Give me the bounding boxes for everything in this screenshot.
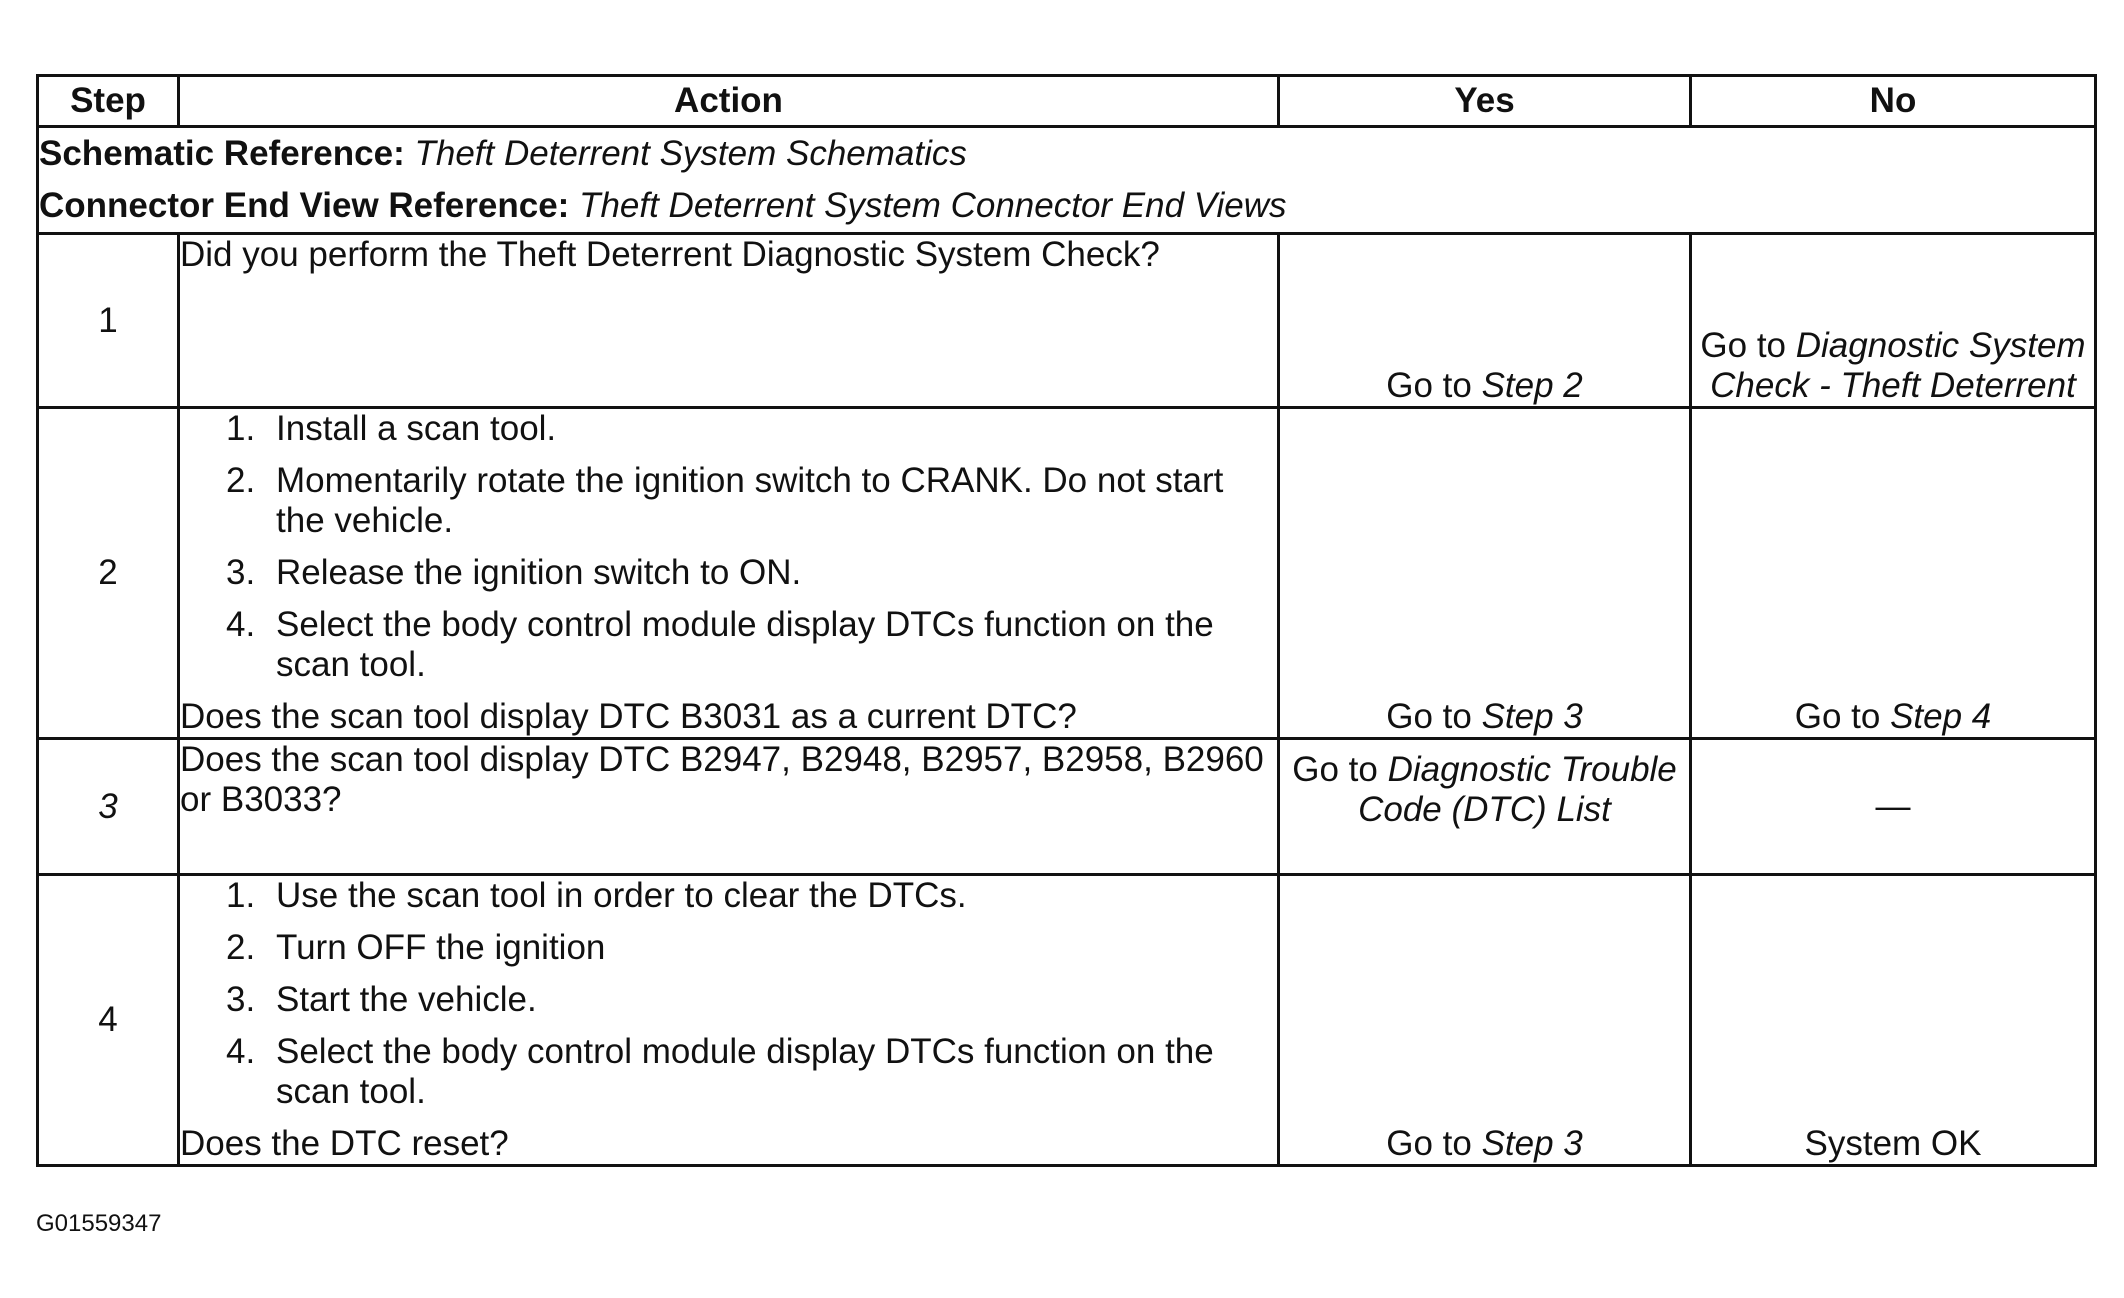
substep-number: 1. [226,876,256,915]
substep-text: Release the ignition switch to ON. [276,553,802,592]
substep [226,876,1277,916]
diagnostic-table [36,74,2097,1167]
action-cell [179,875,1279,1166]
no-link[interactable]: Step 4 [1890,697,1992,736]
yes-link[interactable]: Diagnostic Trouble Code (DTC) List [1358,750,1677,829]
header-step: Step [38,76,179,127]
yes-link[interactable]: Step 2 [1481,366,1583,405]
yes-cell [1279,408,1691,739]
substep-text: Install a scan tool. [276,409,557,448]
substep-text: Turn OFF the ignition [276,928,606,967]
header-no: No [1691,76,2096,127]
no-cell: — [1691,739,2096,875]
header-action: Action [179,76,1279,127]
connector-reference-label: Connector End View Reference: [39,186,570,225]
substep [226,461,1277,541]
substep [226,980,1277,1020]
substep [226,409,1277,449]
schematic-reference [39,128,2094,180]
step-number: 2 [38,408,179,739]
substep-list [180,876,1277,1112]
substep-number: 3. [226,553,256,592]
substep-number: 3. [226,980,256,1019]
yes-link[interactable]: Step 3 [1481,1124,1583,1163]
table-row [38,234,2096,408]
substep [226,1032,1277,1112]
substep-text: Start the vehicle. [276,980,537,1019]
table-row [38,408,2096,739]
no-link[interactable]: Diagnostic System Check - Theft Deterrent [1710,326,2086,405]
substep-text: Momentarily rotate the ignition switch to CRANK. Do not start the vehicle. [276,461,1224,540]
substep-text: Select the body control module display DTCs function on the scan tool. [276,605,1214,684]
substep-number: 4. [226,605,256,644]
diagnostic-table-container [36,74,2094,1167]
step-number: 1 [38,234,179,408]
figure-id: G01559347 [36,1210,162,1237]
yes-cell [1279,234,1691,408]
substep-number: 2. [226,928,256,967]
connector-reference-link[interactable]: Theft Deterrent System Connector End Views [579,186,1287,225]
yes-prefix: Go to [1386,697,1472,736]
substep-text: Use the scan tool in order to clear the DTCs. [276,876,967,915]
substep [226,605,1277,685]
substep-number: 1. [226,409,256,448]
schematic-reference-label: Schematic Reference: [39,134,405,173]
action-question: Did you perform the Theft Deterrent Diagnostic System Check? [180,235,1160,274]
substep [226,928,1277,968]
step-number: 4 [38,875,179,1166]
yes-cell [1279,739,1691,875]
yes-prefix: Go to [1386,1124,1472,1163]
connector-reference [39,180,2094,232]
action-question: Does the scan tool display DTC B2947, B2948, B2957, B2958, B2960 or B3033? [180,740,1264,819]
substep-list [180,409,1277,685]
yes-prefix: Go to [1386,366,1472,405]
substep-number: 2. [226,461,256,500]
action-cell [179,408,1279,739]
no-cell: System OK [1691,875,2096,1166]
yes-link[interactable]: Step 3 [1481,697,1583,736]
no-cell [1691,234,2096,408]
table-row [38,739,2096,875]
no-prefix: Go to [1794,697,1881,736]
header-row [38,76,2096,127]
table-row [38,875,2096,1166]
reference-cell [38,127,2096,234]
yes-cell [1279,875,1691,1166]
substep [226,553,1277,593]
schematic-reference-link[interactable]: Theft Deterrent System Schematics [414,134,967,173]
substep-text: Select the body control module display DTCs function on the scan tool. [276,1032,1214,1111]
header-yes: Yes [1279,76,1691,127]
action-question: Does the DTC reset? [180,1124,509,1163]
step-number: 3 [38,739,179,875]
action-question: Does the scan tool display DTC B3031 as a current DTC? [180,697,1077,736]
reference-row [38,127,2096,234]
substep-number: 4. [226,1032,256,1071]
action-cell [179,739,1279,875]
no-cell [1691,408,2096,739]
no-prefix: Go to [1700,326,1787,365]
yes-prefix: Go to [1292,750,1378,789]
action-cell [179,234,1279,408]
